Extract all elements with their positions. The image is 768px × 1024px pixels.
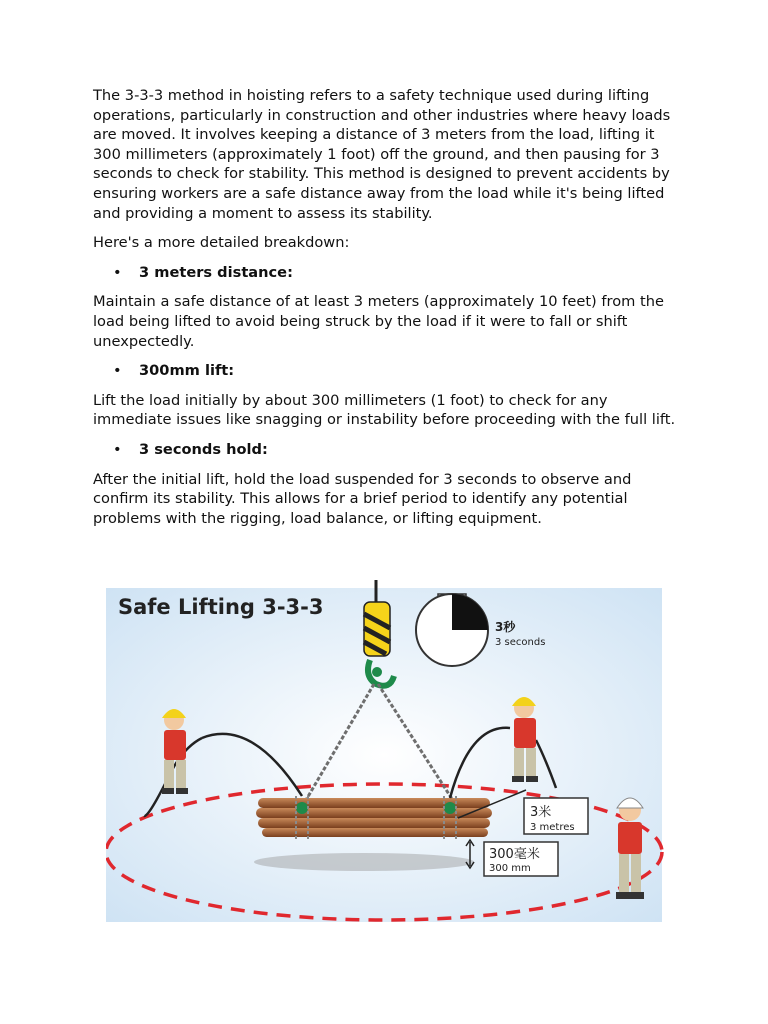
heading-distance: 3 meters distance: — [139, 263, 293, 281]
breakdown-lead: Here's a more detailed breakdown: — [93, 234, 350, 252]
illustration-canvas — [106, 580, 666, 925]
document-body — [93, 86, 683, 538]
height-label-en: 300 mm — [489, 863, 531, 874]
bullet-heading-lift — [93, 361, 683, 381]
bullet-icon: • — [113, 440, 122, 458]
bullet-heading-hold — [93, 440, 683, 460]
height-label-cn: 300毫米 — [489, 847, 540, 862]
paragraph-lift: Lift the load initially by about 300 millimeters (1 foot) to check for any immediate issues like snagging or instability before proceeding with the full lift. — [93, 391, 676, 429]
timer-label-en: 3 seconds — [495, 637, 546, 648]
intro-paragraph: The 3-3-3 method in hoisting refers to a safety technique used during lifting operations, particularly in construction and other industries where heavy loads are moved. It involves keeping a distance of 3 meters from the load, lifting it 300 millimeters (approximately 1 foot) off the ground, and then pausing for 3 seconds to check for stability. This method is designed to prevent accidents by ensuring workers are a safe distance away from the load while it's being lifted and providing a moment to assess its stability. — [93, 87, 671, 222]
bullet-heading-distance — [93, 263, 683, 283]
pipe-bundle — [256, 796, 492, 840]
heading-lift: 300mm lift: — [139, 362, 235, 380]
distance-label-cn: 3米 — [530, 805, 552, 820]
paragraph-hold: After the initial lift, hold the load suspended for 3 seconds to observe and confirm its stability. This allows for a brief period to identify any potential problems with the rigging, load balance, or lifting equipment. — [93, 470, 632, 527]
distance-label-en: 3 metres — [530, 822, 575, 833]
bullet-icon: • — [113, 263, 122, 281]
stopwatch-icon — [416, 594, 488, 666]
bullet-icon: • — [113, 362, 122, 380]
safe-lifting-illustration — [106, 580, 666, 925]
timer-label-cn: 3秒 — [495, 620, 516, 634]
illustration-title: Safe Lifting 3-3-3 — [118, 595, 324, 619]
heading-hold: 3 seconds hold: — [139, 440, 268, 458]
paragraph-distance: Maintain a safe distance of at least 3 meters (approximately 10 feet) from the load being lifted to avoid being struck by the load if it were to fall or shift unexpectedly. — [93, 293, 664, 350]
load-shadow — [254, 853, 474, 871]
